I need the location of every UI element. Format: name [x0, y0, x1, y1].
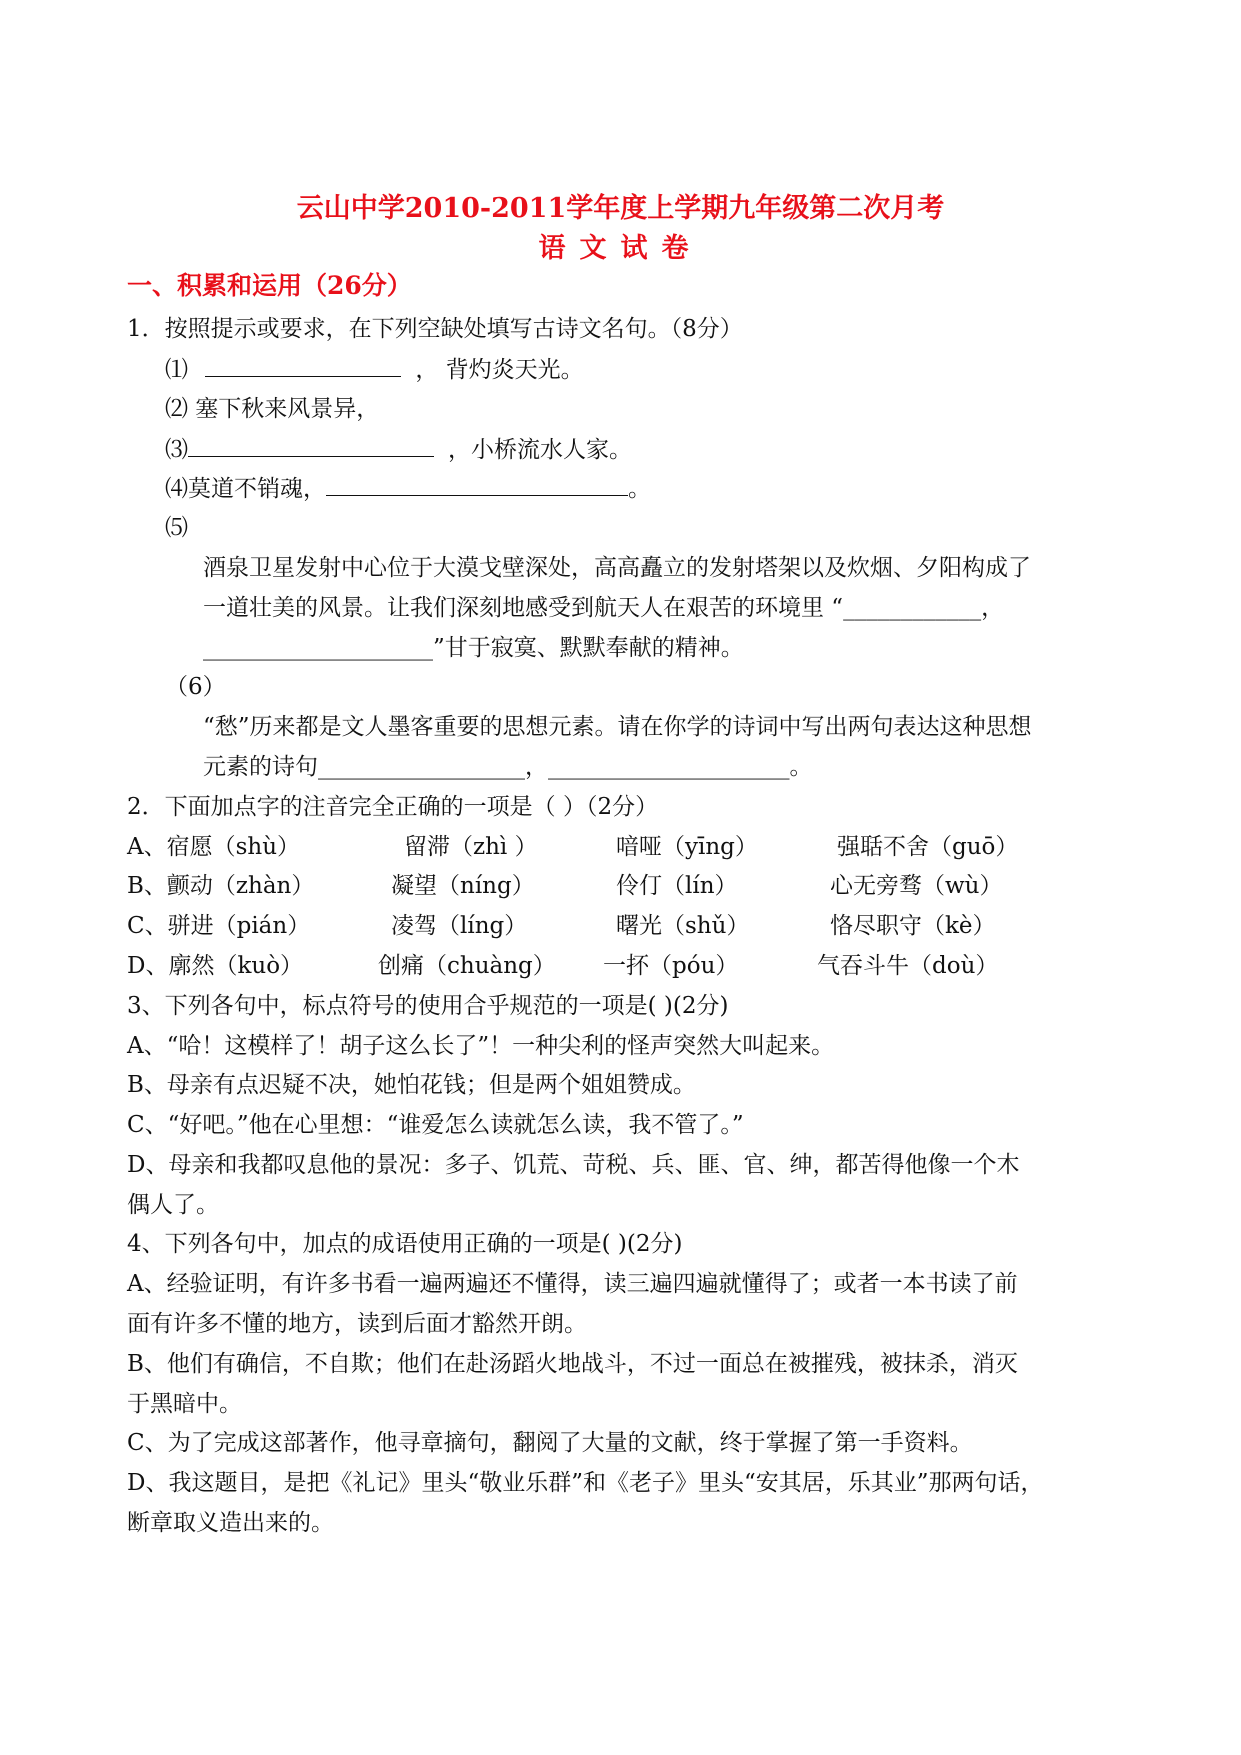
q2-option-d-2: 创痛（chuàng）	[378, 953, 556, 979]
q2-option-b-3: 伶仃（lín）	[616, 873, 738, 899]
answer-blank[interactable]	[205, 354, 401, 377]
q1-item-5-num: ⑸	[165, 515, 188, 541]
q2-option-d-1: D、廓然（kuò）	[127, 953, 304, 979]
q2-option-b-1: B、颤动（zhàn）	[127, 873, 315, 899]
q4-option-d-line2: 断章取义造出来的。	[127, 1510, 334, 1536]
q1-item-5-line1: 酒泉卫星发射中心位于大漠戈壁深处，高高矗立的发射塔架以及炊烟、夕阳构成了	[203, 555, 1031, 581]
q2-option-a-1: A、宿愿（shù）	[127, 834, 301, 860]
q4-option-a-line2: 面有许多不懂的地方，读到后面才豁然开朗。	[127, 1311, 587, 1337]
q2-option-a-3: 喑哑（yīng）	[616, 834, 758, 860]
answer-blank[interactable]	[188, 434, 434, 457]
q3-stem: 3、下列各句中，标点符号的使用合乎规范的一项是( )(2分)	[127, 993, 729, 1019]
q1-item-1	[165, 354, 584, 385]
q1-item-5-line2: 一道壮美的风景。让我们深刻地感受到航天人在艰苦的环境里 “____________，	[203, 595, 1005, 621]
exam-subtitle: 语文试卷	[538, 233, 703, 264]
q1-item-1-num: ⑴	[165, 357, 188, 383]
q2-option-c-2: 凌驾（líng）	[391, 913, 528, 939]
q1-item-3	[165, 434, 632, 465]
q4-option-a-line1: A、经验证明，有许多书看一遍两遍还不懂得，读三遍四遍就懂得了；或者一本书读了前	[127, 1271, 1018, 1297]
q1-stem: 1．按照提示或要求，在下列空缺处填写古诗文名句。（8分）	[127, 316, 743, 342]
q2-option-a-2: 留滞（zhì ）	[404, 834, 538, 860]
q2-option-b-4: 心无旁骛（wù）	[830, 873, 1003, 899]
q3-option-b: B、母亲有点迟疑不决，她怕花钱；但是两个姐姐赞成。	[127, 1072, 696, 1098]
q1-item-4	[165, 473, 651, 504]
q3-option-a: A、“哈！这模样了！胡子这么长了”！一种尖利的怪声突然大叫起来。	[127, 1033, 835, 1059]
q1-item-6-line2: 元素的诗句__________________，_____________________。	[203, 754, 813, 780]
q4-option-d-line1: D、我这题目，是把《礼记》里头“敬业乐群”和《老子》里头“安其居，乐其业”那两句话，	[127, 1470, 1044, 1496]
q1-item-1-text: ， 背灼炎天光。	[415, 357, 584, 383]
q2-option-b-2: 凝望（níng）	[391, 873, 535, 899]
q1-item-4-pre: ⑷莫道不销魂，	[165, 476, 326, 502]
q3-option-d-line2: 偶人了。	[127, 1192, 219, 1218]
q2-option-d-4: 气吞斗牛（doù）	[817, 953, 999, 979]
q4-option-b-line1: B、他们有确信，不自欺；他们在赴汤蹈火地战斗，不过一面总在被摧残，被抹杀，消灭	[127, 1351, 1018, 1377]
q1-item-2: ⑵ 塞下秋来风景异，	[165, 396, 380, 422]
q4-option-b-line2: 于黑暗中。	[127, 1391, 242, 1417]
q2-option-c-4: 恪尽职守（kè）	[830, 913, 996, 939]
q2-option-a-4: 强聒不舍（guō）	[837, 834, 1019, 860]
q1-item-6-line1: “愁”历来都是文人墨客重要的思想元素。请在你学的诗词中写出两句表达这种思想	[203, 714, 1032, 740]
answer-blank[interactable]	[326, 473, 628, 496]
q1-item-3-text: ，小桥流水人家。	[448, 437, 632, 463]
q1-item-5-line3: ____________________”甘于寂寞、默默奉献的精神。	[203, 635, 744, 661]
q3-option-c: C、“好吧。”他在心里想：“谁爱怎么读就怎么读，我不管了。”	[127, 1112, 744, 1138]
q2-option-d-3: 一抔（póu）	[603, 953, 739, 979]
q4-option-c: C、为了完成这部著作，他寻章摘句，翻阅了大量的文献，终于掌握了第一手资料。	[127, 1430, 973, 1456]
q1-item-3-num: ⑶	[165, 437, 188, 463]
q1-item-4-post: 。	[628, 476, 651, 502]
exam-title: 云山中学2010-2011学年度上学期九年级第二次月考	[296, 193, 945, 224]
q2-option-c-3: 曙光（shǔ）	[616, 913, 750, 939]
q3-option-d-line1: D、母亲和我都叹息他的景况：多子、饥荒、苛税、兵、匪、官、绅，都苦得他像一个木	[127, 1152, 1020, 1178]
q2-stem: 2．下面加点字的注音完全正确的一项是（ ）（2分）	[127, 794, 659, 820]
q4-stem: 4、下列各句中，加点的成语使用正确的一项是( )(2分)	[127, 1231, 683, 1257]
q2-option-c-1: C、骈进（pián）	[127, 913, 311, 939]
q1-item-6-num: （6）	[165, 674, 226, 700]
section-heading: 一、积累和运用（26分）	[127, 271, 412, 300]
